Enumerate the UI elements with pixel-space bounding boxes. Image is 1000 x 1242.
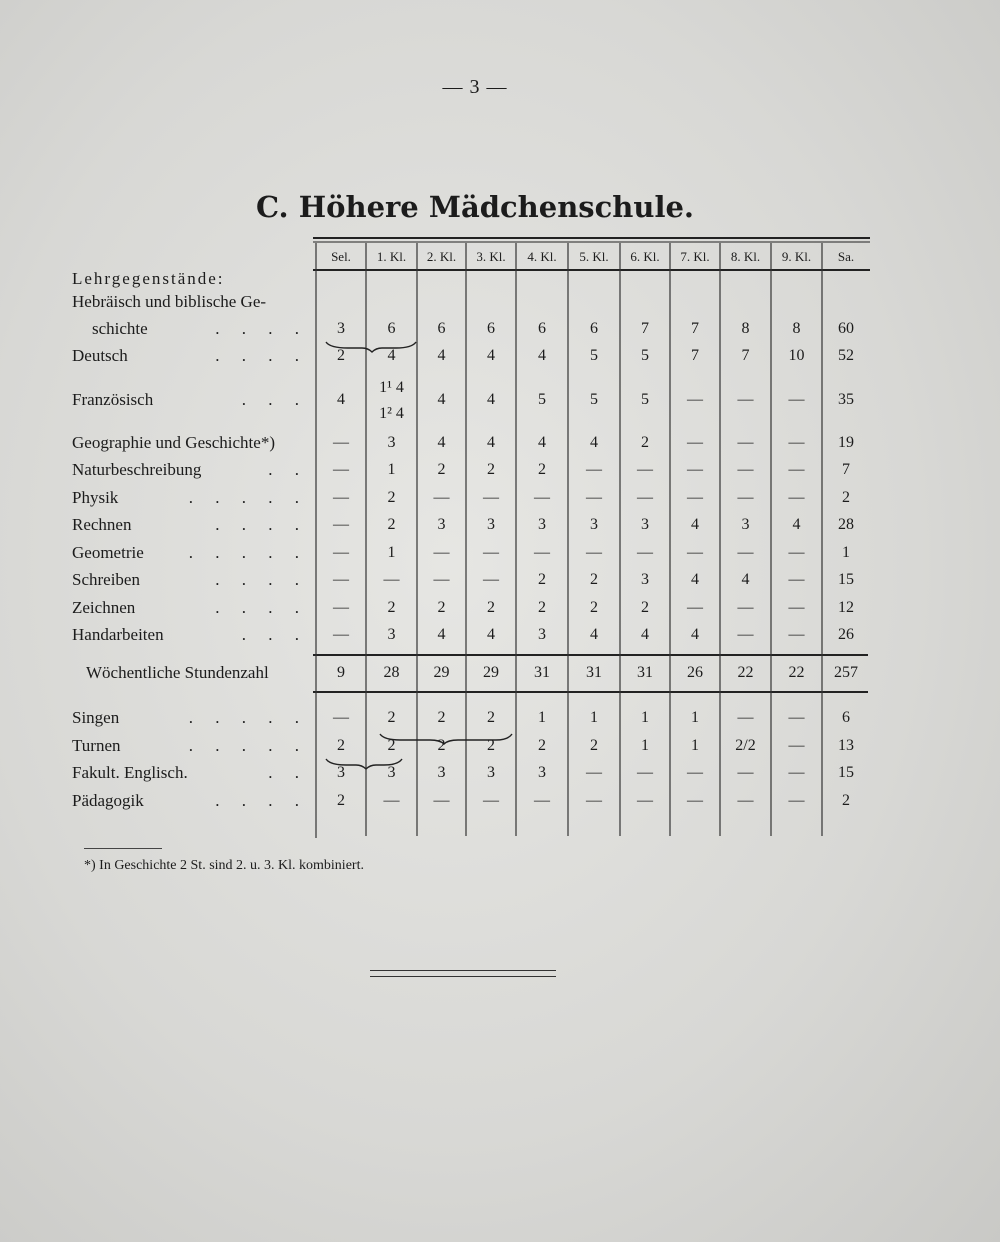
table-cell: 52 bbox=[838, 347, 854, 364]
page-number: — 3 — bbox=[442, 76, 508, 98]
table-cell: 22 bbox=[737, 664, 754, 681]
row-label: schichte bbox=[92, 319, 148, 338]
table-cell: 1 bbox=[842, 544, 850, 561]
table-cell: — bbox=[333, 544, 349, 561]
table-cell: 3 bbox=[641, 571, 649, 588]
table-cell: 3 bbox=[590, 516, 598, 533]
table-cell: 3 bbox=[437, 516, 446, 533]
table-cell: 8 bbox=[792, 320, 801, 337]
table-cell: 1 bbox=[387, 461, 396, 478]
table-cell: 28 bbox=[383, 664, 400, 681]
table-cell: 4 bbox=[590, 626, 598, 643]
table-cell: 4 bbox=[538, 434, 546, 451]
table-cell: 3 bbox=[487, 764, 495, 781]
table-cell: 3 bbox=[741, 516, 750, 533]
leader-dots: . . . . . bbox=[188, 708, 308, 727]
leader-dots: . . . . bbox=[215, 791, 308, 810]
table-cell: 4 bbox=[437, 434, 446, 451]
table-cell: — bbox=[333, 626, 349, 643]
table-cell: — bbox=[788, 461, 805, 478]
row-label: Französisch bbox=[72, 390, 154, 409]
column-header: 2. Kl. bbox=[426, 249, 457, 264]
table-cell: 1 bbox=[590, 709, 598, 726]
table-cell: 2 bbox=[437, 461, 446, 478]
table-cell: 6 bbox=[538, 320, 546, 337]
table-cell: 5 bbox=[538, 391, 546, 408]
row-label: Geographie und Geschichte*) bbox=[72, 433, 275, 452]
table-cell: 4 bbox=[487, 391, 495, 408]
table-cell: 31 bbox=[637, 664, 653, 681]
table-cell: 2 bbox=[538, 599, 546, 616]
table-cell: 3 bbox=[641, 516, 649, 533]
table-cell: 6 bbox=[590, 320, 598, 337]
column-header: 6. Kl. bbox=[630, 249, 660, 264]
table-cell: 7 bbox=[691, 320, 699, 337]
leader-dots: . . . . bbox=[215, 598, 308, 617]
row-label: Singen bbox=[72, 708, 120, 727]
table-cell: — bbox=[737, 626, 754, 643]
table-cell: — bbox=[637, 544, 653, 561]
table-cell: 6 bbox=[437, 320, 446, 337]
table-cell: — bbox=[737, 709, 754, 726]
table-cell: — bbox=[586, 544, 602, 561]
table-cell: — bbox=[433, 571, 450, 588]
table-cell: 2 bbox=[487, 599, 495, 616]
row-label: Fakult. Englisch. bbox=[72, 763, 188, 782]
table-cell: 2 bbox=[538, 571, 546, 588]
table-cell: 26 bbox=[687, 664, 703, 681]
table-cell: 2 bbox=[437, 737, 446, 754]
row-label: Geometrie bbox=[72, 543, 144, 562]
table-cell: — bbox=[483, 489, 499, 506]
table-cell: 4 bbox=[691, 571, 699, 588]
table-cell: 5 bbox=[641, 347, 649, 364]
table-cell: — bbox=[586, 461, 602, 478]
table-cell: — bbox=[333, 434, 349, 451]
table-cell: 6 bbox=[387, 320, 396, 337]
table-cell: 29 bbox=[483, 664, 499, 681]
table-cell: 2 bbox=[387, 599, 396, 616]
table-cell: — bbox=[788, 737, 805, 754]
table-cell: 28 bbox=[838, 516, 854, 533]
table-cell: — bbox=[333, 709, 349, 726]
table-cell: 1² 4 bbox=[379, 405, 404, 422]
table-cell: — bbox=[737, 544, 754, 561]
leader-dots: . . . . bbox=[215, 570, 308, 589]
table-cell: 2 bbox=[641, 599, 649, 616]
table-cell: 4 bbox=[487, 626, 495, 643]
row-label: Handarbeiten bbox=[72, 625, 164, 644]
table-cell: 2 bbox=[337, 737, 345, 754]
table-cell: — bbox=[637, 764, 653, 781]
table-cell: 31 bbox=[534, 664, 550, 681]
table-cell: — bbox=[333, 489, 349, 506]
row-label: Physik bbox=[72, 488, 119, 507]
table-cell: 4 bbox=[590, 434, 598, 451]
column-header: Sa. bbox=[837, 249, 855, 264]
table-cell: — bbox=[383, 571, 400, 588]
table-cell: 4 bbox=[437, 347, 446, 364]
table-cell: — bbox=[534, 489, 550, 506]
table-cell: 19 bbox=[838, 434, 854, 451]
row-label: Schreiben bbox=[72, 570, 140, 589]
table-cell: 35 bbox=[838, 391, 854, 408]
table-cell: 1 bbox=[691, 709, 699, 726]
table-cell: — bbox=[534, 544, 550, 561]
table-cell: 1 bbox=[538, 709, 546, 726]
row-label: Turnen bbox=[72, 736, 121, 755]
table-cell: 6 bbox=[487, 320, 495, 337]
table-cell: 1 bbox=[641, 737, 649, 754]
table-cell: 3 bbox=[387, 764, 396, 781]
column-header: 3. Kl. bbox=[476, 249, 506, 264]
table-cell: — bbox=[788, 792, 805, 809]
table-cell: — bbox=[687, 792, 703, 809]
table-cell: 2 bbox=[842, 489, 850, 506]
table-cell: — bbox=[586, 489, 602, 506]
table-cell: — bbox=[586, 764, 602, 781]
table-cell: 2 bbox=[538, 737, 546, 754]
table-cell: — bbox=[433, 792, 450, 809]
leader-dots: . . . . bbox=[215, 319, 308, 338]
table-cell: 1¹ 4 bbox=[379, 379, 404, 396]
table-cell: 3 bbox=[387, 434, 396, 451]
table-cell: — bbox=[788, 391, 805, 408]
table-cell: — bbox=[333, 516, 349, 533]
table-cell: — bbox=[433, 489, 450, 506]
table-cell: 2 bbox=[337, 347, 345, 364]
table-cell: 2 bbox=[337, 792, 345, 809]
table-cell: 15 bbox=[838, 764, 854, 781]
table-cell: 4 bbox=[792, 516, 801, 533]
table-cell: 1 bbox=[641, 709, 649, 726]
leader-dots: . . . . . bbox=[188, 736, 308, 755]
table-cell: 31 bbox=[586, 664, 602, 681]
table-cell: 2 bbox=[641, 434, 649, 451]
table-cell: 3 bbox=[538, 516, 546, 533]
table-cell: — bbox=[788, 489, 805, 506]
table-cell: 10 bbox=[788, 347, 805, 364]
table-cell: 4 bbox=[487, 347, 495, 364]
table-cell: 60 bbox=[838, 320, 854, 337]
table-cell: 7 bbox=[691, 347, 699, 364]
row-label: Zeichnen bbox=[72, 598, 136, 617]
table-cell: 7 bbox=[741, 347, 750, 364]
table-cell: 2 bbox=[590, 737, 598, 754]
row-label: Naturbeschreibung bbox=[72, 460, 202, 479]
table-cell: — bbox=[687, 434, 703, 451]
table-cell: — bbox=[788, 626, 805, 643]
table-cell: 257 bbox=[834, 664, 858, 681]
row-label: Pädagogik bbox=[72, 791, 144, 810]
table-cell: — bbox=[333, 461, 349, 478]
table-cell: 4 bbox=[387, 347, 396, 364]
table-cell: 5 bbox=[590, 347, 598, 364]
table-cell: 2 bbox=[590, 571, 598, 588]
table-cell: 2 bbox=[538, 461, 546, 478]
column-header: Sel. bbox=[331, 249, 351, 264]
table-cell: 15 bbox=[838, 571, 854, 588]
table-cell: 5 bbox=[590, 391, 598, 408]
table-cell: 2 bbox=[842, 792, 850, 809]
row-label: Deutsch bbox=[72, 346, 128, 365]
table-cell: 4 bbox=[691, 626, 699, 643]
row-label: Rechnen bbox=[72, 515, 132, 534]
table-cell: — bbox=[687, 489, 703, 506]
table-cell: 8 bbox=[741, 320, 750, 337]
table-cell: 3 bbox=[538, 626, 546, 643]
table-cell: 4 bbox=[437, 391, 446, 408]
table-cell: 2 bbox=[487, 461, 495, 478]
table-cell: 2 bbox=[387, 709, 396, 726]
table-cell: 4 bbox=[741, 571, 750, 588]
column-header: 5. Kl. bbox=[579, 249, 609, 264]
table-cell: 3 bbox=[487, 516, 495, 533]
table-cell: 3 bbox=[538, 764, 546, 781]
table-cell: 1 bbox=[387, 544, 396, 561]
leader-dots: . . . . . bbox=[188, 543, 308, 562]
table-cell: 2 bbox=[387, 516, 396, 533]
table-cell: — bbox=[788, 764, 805, 781]
table-cell: 2 bbox=[437, 599, 446, 616]
leader-dots: . . . bbox=[241, 625, 308, 644]
table-cell: 7 bbox=[842, 461, 850, 478]
footnote: *) In Geschichte 2 St. sind 2. u. 3. Kl. kombiniert. bbox=[84, 858, 364, 873]
table-cell: — bbox=[687, 599, 703, 616]
table-cell: — bbox=[383, 792, 400, 809]
table-cell: — bbox=[788, 571, 805, 588]
table-cell: — bbox=[637, 461, 653, 478]
leader-dots: . . . . . bbox=[188, 488, 308, 507]
table-cell: 9 bbox=[337, 664, 345, 681]
table-cell: — bbox=[737, 461, 754, 478]
table-cell: — bbox=[333, 599, 349, 616]
table-cell: 3 bbox=[337, 764, 345, 781]
table-cell: 4 bbox=[641, 626, 649, 643]
table-cell: — bbox=[687, 461, 703, 478]
table-cell: 4 bbox=[337, 391, 345, 408]
leader-dots: . . bbox=[268, 460, 308, 479]
table-cell: 3 bbox=[387, 626, 396, 643]
table-cell: 4 bbox=[437, 626, 446, 643]
table-cell: 4 bbox=[487, 434, 495, 451]
row-label: Wöchentliche Stundenzahl bbox=[86, 663, 269, 682]
footnote-divider bbox=[84, 848, 162, 849]
table-cell: — bbox=[586, 792, 602, 809]
table-cell: 4 bbox=[538, 347, 546, 364]
table-cell: — bbox=[483, 792, 499, 809]
leader-dots: . . . . bbox=[215, 515, 308, 534]
column-header: 9. Kl. bbox=[781, 249, 812, 264]
row-header: Lehrgegenstände: bbox=[72, 269, 225, 288]
row-label: Hebräisch und biblische Ge- bbox=[72, 292, 267, 311]
table-cell: 2 bbox=[387, 489, 396, 506]
table-cell: — bbox=[737, 764, 754, 781]
table-cell: — bbox=[483, 571, 499, 588]
table-cell: 22 bbox=[788, 664, 805, 681]
table-cell: — bbox=[788, 709, 805, 726]
table-cell: — bbox=[534, 792, 550, 809]
table-cell: 1 bbox=[691, 737, 699, 754]
table-cell: — bbox=[433, 544, 450, 561]
table-cell: 2 bbox=[487, 737, 495, 754]
column-header: 4. Kl. bbox=[527, 249, 557, 264]
table-cell: 6 bbox=[842, 709, 850, 726]
table-cell: 12 bbox=[838, 599, 854, 616]
table-cell: — bbox=[687, 391, 703, 408]
leader-dots: . . . bbox=[241, 390, 308, 409]
table-cell: 2 bbox=[487, 709, 495, 726]
table-cell: 2 bbox=[387, 737, 396, 754]
column-header: 1. Kl. bbox=[376, 249, 407, 264]
table-cell: — bbox=[737, 434, 754, 451]
table-cell: — bbox=[333, 571, 349, 588]
table-cell: 13 bbox=[838, 737, 854, 754]
table-cell: — bbox=[737, 792, 754, 809]
column-header: 7. Kl. bbox=[680, 249, 710, 264]
leader-dots: . . bbox=[268, 763, 308, 782]
table-cell: 5 bbox=[641, 391, 649, 408]
table-cell: — bbox=[637, 792, 653, 809]
table-cell: — bbox=[737, 391, 754, 408]
table-cell: 3 bbox=[337, 320, 345, 337]
table-cell: — bbox=[788, 599, 805, 616]
column-header: 8. Kl. bbox=[730, 249, 761, 264]
table-cell: 2/2 bbox=[735, 737, 756, 754]
end-rule bbox=[370, 970, 556, 977]
leader-dots: . . . . bbox=[215, 346, 308, 365]
table-cell: — bbox=[687, 764, 703, 781]
table-cell: 26 bbox=[838, 626, 854, 643]
table-cell: — bbox=[737, 489, 754, 506]
table-cell: 4 bbox=[691, 516, 699, 533]
table-cell: — bbox=[788, 544, 805, 561]
table-cell: 2 bbox=[590, 599, 598, 616]
table-cell: 7 bbox=[641, 320, 649, 337]
page-title: C. Höhere Mädchenschule. bbox=[255, 190, 695, 224]
table-cell: 2 bbox=[437, 709, 446, 726]
table-cell: 29 bbox=[433, 664, 450, 681]
table-cell: — bbox=[637, 489, 653, 506]
table-cell: — bbox=[737, 599, 754, 616]
table-cell: — bbox=[483, 544, 499, 561]
table-cell: — bbox=[788, 434, 805, 451]
table-cell: 3 bbox=[437, 764, 446, 781]
table-cell: — bbox=[687, 544, 703, 561]
